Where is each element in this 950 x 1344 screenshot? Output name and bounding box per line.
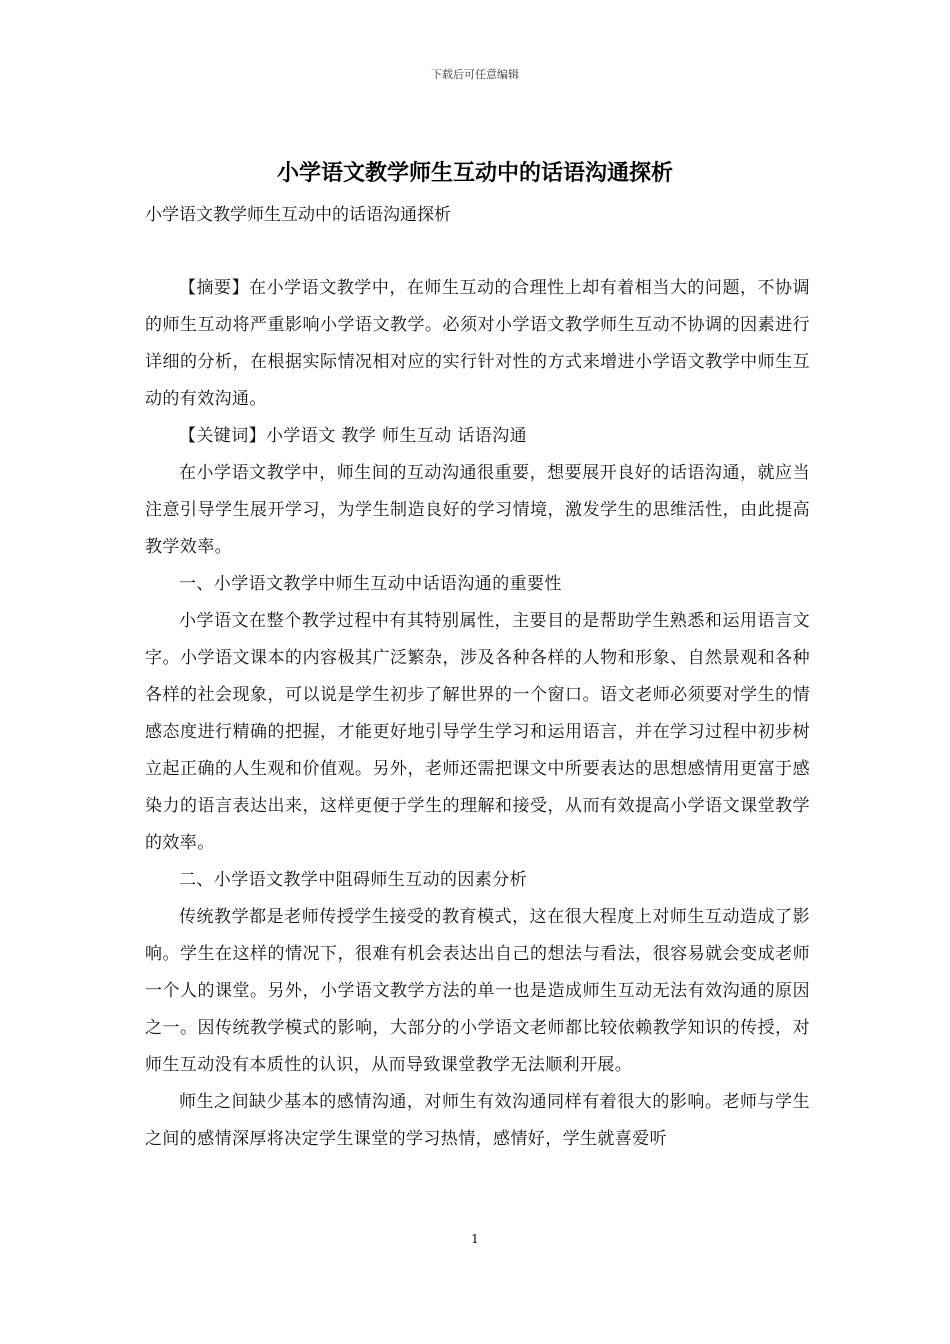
document-body (145, 270, 810, 1158)
section-heading-2: 二、小学语文教学中阻碍师生互动的因素分析 (179, 870, 527, 890)
header-note: 下载后可任意编辑 (431, 68, 519, 81)
abstract-paragraph: 【摘要】在小学语文教学中，在师生互动的合理性上却有着相当大的问题，不协调的师生互动将严重影响小学语文教学。必须对小学语文教学师生互动不协调的因素进行详细的分析，在根据实际情况相对应的实行针对性的方式来增进小学语文教学中师生互动的有效沟通。 (145, 278, 810, 409)
page-number: 1 (471, 1232, 479, 1246)
document-title: 小学语文教学师生互动中的话语沟通探析 (276, 160, 673, 186)
section-heading-1: 一、小学语文教学中师生互动中话语沟通的重要性 (179, 574, 562, 594)
section-2-paragraph-1: 传统教学都是老师传授学生接受的教育模式，这在很大程度上对师生互动造成了影响。学生在这样的情况下，很难有机会表达出自己的想法与看法，很容易就会变成老师一个人的课堂。另外，小学语文教学方法的单一也是造成师生互动无法有效沟通的原因之一。因传统教学模式的影响，大部分的小学语文老师都比较依赖教学知识的传授，对师生互动没有本质性的认识，从而导致课堂教学无法顺利开展。 (145, 907, 810, 1075)
section-2-paragraph-2: 师生之间缺少基本的感情沟通，对师生有效沟通同样有着很大的影响。老师与学生之间的感情深厚将决定学生课堂的学习热情，感情好，学生就喜爱听 (145, 1092, 810, 1149)
keywords-paragraph: 【关键词】小学语文 教学 师生互动 话语沟通 (179, 426, 528, 446)
section-1-paragraph: 小学语文在整个教学过程中有其特别属性，主要目的是帮助学生熟悉和运用语言文字。小学语文课本的内容极其广泛繁杂，涉及各种各样的人物和形象、自然景观和各种各样的社会现象，可以说是学生初步了解世界的一个窗口。语文老师必须要对学生的情感态度进行精确的把握，才能更好地引导学生学习和运用语言，并在学习过程中初步树立起正确的人生观和价值观。另外，老师还需把课文中所要表达的思想感情用更富于感染力的语言表达出来，这样更便于学生的理解和接受，从而有效提高小学语文课堂教学的效率。 (145, 611, 810, 853)
intro-paragraph: 在小学语文教学中，师生间的互动沟通很重要，想要展开良好的话语沟通，就应当注意引导学生展开学习，为学生制造良好的学习情境，激发学生的思维活性，由此提高教学效率。 (145, 463, 810, 557)
document-subtitle: 小学语文教学师生互动中的话语沟通探析 (145, 205, 451, 225)
